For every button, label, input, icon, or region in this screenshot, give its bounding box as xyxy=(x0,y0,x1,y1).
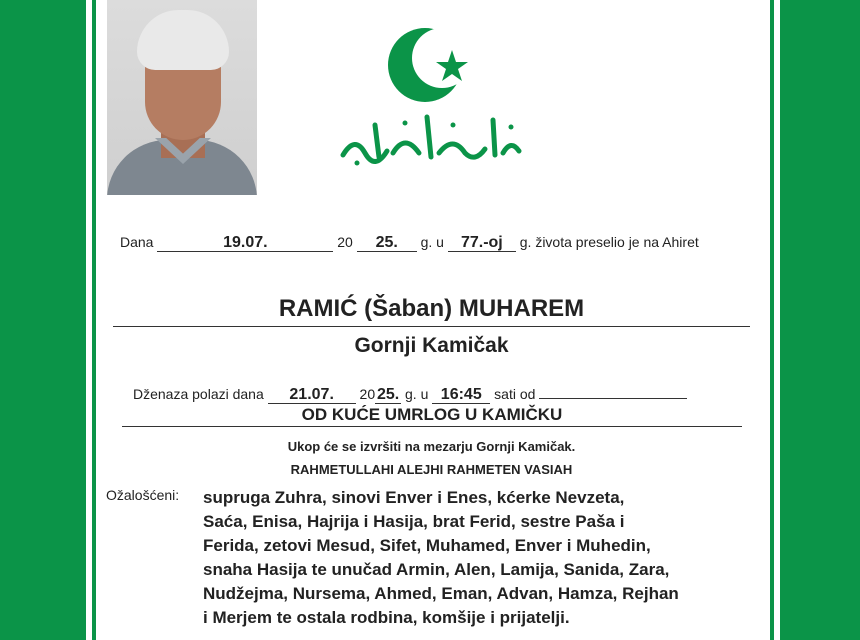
age-value: 77.-oj xyxy=(448,235,516,252)
left-green-border xyxy=(0,0,86,640)
mourners-line: Nudžejma, Nursema, Ahmed, Eman, Advan, Hamza, Rejhan xyxy=(203,584,679,603)
deceased-name: RAMIĆ (Šaban) MUHAREM xyxy=(113,295,750,327)
mourners-line: Ferida, zetovi Mesud, Sifet, Muhamed, Enver i Muhedin, xyxy=(203,536,651,555)
right-green-stripe xyxy=(770,0,774,640)
crescent-star-icon xyxy=(380,20,480,110)
right-green-border xyxy=(780,0,860,640)
funeral-line xyxy=(133,386,687,404)
funeral-blank xyxy=(539,398,687,399)
age-prefix: g. u xyxy=(420,234,444,250)
funeral-suffix: sati od xyxy=(494,386,536,402)
death-date: 19.07. xyxy=(157,235,333,252)
mourners-label: Ožalošćeni: xyxy=(106,487,180,503)
mourners-line: snaha Hasija te unučad Armin, Alen, Lamija, Sanida, Zara, xyxy=(203,560,670,579)
mourners-line: supruga Zuhra, sinovi Enver i Enes, kćerke Nevzeta, xyxy=(203,488,625,507)
death-date-line xyxy=(120,234,699,252)
funeral-origin: OD KUĆE UMRLOG U KAMIČKU xyxy=(122,405,742,427)
funeral-year-prefix: 20 xyxy=(359,386,376,402)
mourners-list xyxy=(203,486,763,630)
deceased-place: Gornji Kamičak xyxy=(354,334,509,357)
prayer-text: RAHMETULLAHI ALEJHI RAHMETEN VASIAH xyxy=(290,462,573,477)
death-year: 25. xyxy=(357,235,417,252)
deceased-photo xyxy=(107,0,257,195)
funeral-year: 25. xyxy=(377,386,400,403)
death-suffix: g. života preselio je na Ahiret xyxy=(519,234,699,250)
funeral-date: 21.07. xyxy=(268,387,356,404)
death-prefix: Dana xyxy=(120,234,154,250)
funeral-prefix: Dženaza polazi dana xyxy=(133,386,264,402)
death-year-prefix: 20 xyxy=(337,234,353,250)
mourners-line: i Merjem te ostala rodbina, komšije i prijatelji. xyxy=(203,608,570,627)
burial-text: Ukop će se izvršiti na mezarju Gornji Kamičak. xyxy=(287,439,576,454)
arabic-calligraphy xyxy=(335,105,525,170)
funeral-time: 16:45 xyxy=(432,387,490,404)
time-prefix: g. u xyxy=(405,386,429,402)
left-green-stripe xyxy=(92,0,96,640)
mourners-line: Saća, Enisa, Hajrija i Hasija, brat Ferid, sestre Paša i xyxy=(203,512,625,531)
